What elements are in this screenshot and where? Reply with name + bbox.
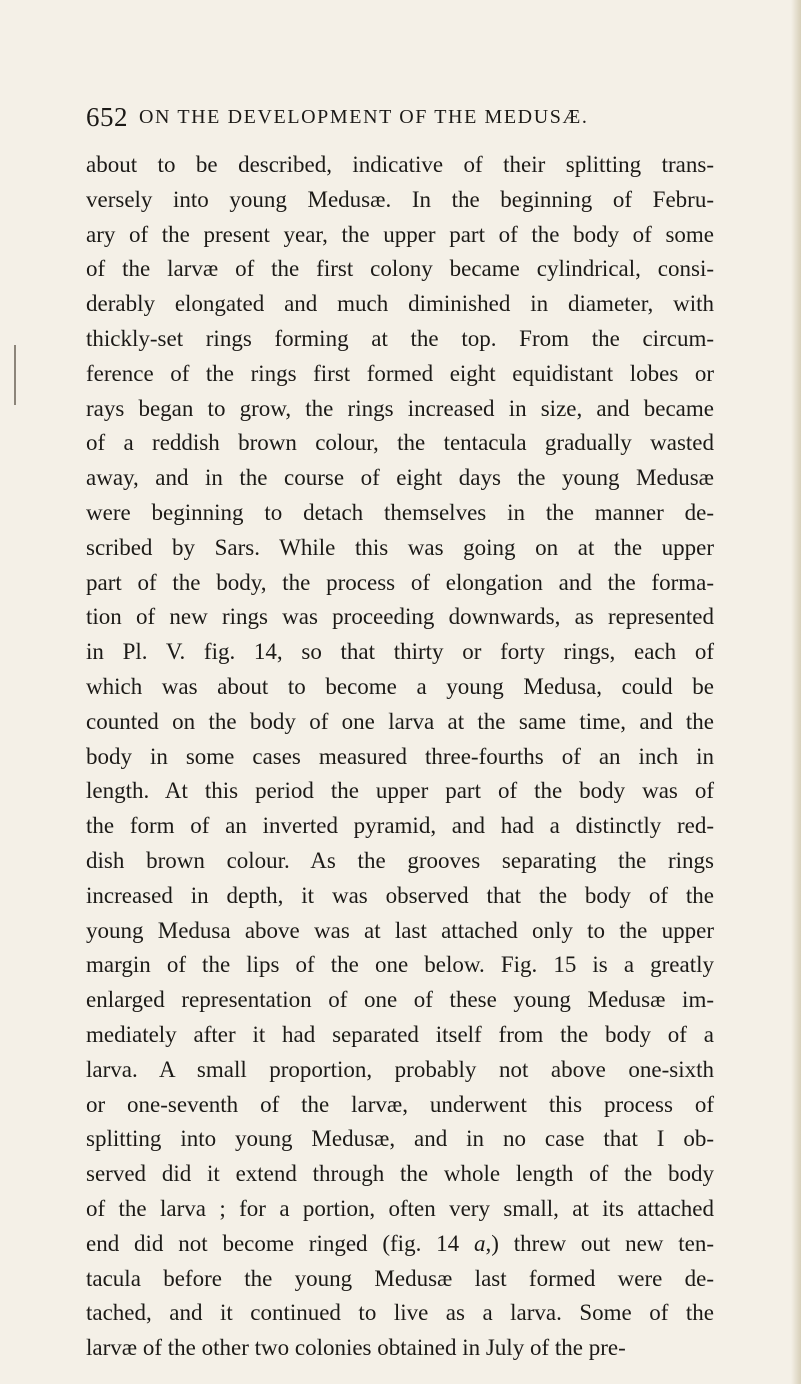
text-line: splitting into young Medusæ, and in no case that I ob- — [86, 1126, 714, 1152]
text-line: tion of new rings was proceeding downwards, as represented — [86, 604, 714, 630]
text-line: served did it extend through the whole length of the body — [86, 1161, 714, 1187]
text-line: margin of the lips of the one below. Fig. 15 is a greatly — [86, 952, 714, 978]
text-line: which was about to become a young Medusa, could be — [86, 673, 714, 699]
text-line: body in some cases measured three-fourths of an inch in — [86, 743, 714, 769]
body-text — [86, 148, 714, 1366]
page-header — [86, 102, 736, 142]
text-line: mediately after it had separated itself from the body of a — [86, 1021, 714, 1047]
text-line: in Pl. V. fig. 14, so that thirty or forty rings, each of — [86, 639, 714, 665]
text-line: tacula before the young Medusæ last formed were de- — [86, 1265, 714, 1291]
text-line: derably elongated and much diminished in diameter, with — [86, 291, 714, 317]
page-number: 652 — [86, 102, 128, 132]
text-line: versely into young Medusæ. In the beginning of Febru- — [86, 186, 714, 212]
text-line: enlarged representation of one of these young Medusæ im- — [86, 987, 714, 1013]
text-line: rays began to grow, the rings increased in size, and became — [86, 395, 714, 421]
text-line: of the larva ; for a portion, often very small, at its attached — [86, 1195, 714, 1221]
text-line: ary of the present year, the upper part of the body of some — [86, 221, 714, 247]
text-line: were beginning to detach themselves in the manner de- — [86, 499, 714, 525]
text-line: ference of the rings first formed eight equidistant lobes or — [86, 360, 714, 386]
margin-mark — [14, 345, 16, 405]
text-line: part of the body, the process of elongation and the forma- — [86, 569, 714, 595]
text-line: counted on the body of one larva at the same time, and the — [86, 708, 714, 734]
text-line: or one-seventh of the larvæ, underwent this process of — [86, 1091, 714, 1117]
page-edge-shadow — [791, 0, 801, 1384]
text-line: about to be described, indicative of their splitting trans- — [86, 152, 714, 177]
text-line: thickly-set rings forming at the top. From the circum- — [86, 325, 714, 351]
text-line: young Medusa above was at last attached only to the upper — [86, 917, 714, 943]
text-line: scribed by Sars. While this was going on at the upper — [86, 534, 714, 560]
text-line: the form of an inverted pyramid, and had a distinctly red- — [86, 813, 714, 839]
text-line: away, and in the course of eight days the young Medusæ — [86, 465, 714, 491]
text-line: of the larvæ of the first colony became cylindrical, consi- — [86, 256, 714, 282]
text-line: end did not become ringed (fig. 14 a,) threw out new ten- — [86, 1230, 714, 1256]
text-line: length. At this period the upper part of the body was of — [86, 778, 714, 804]
text-line: larvæ of the other two colonies obtained in July of the pre- — [86, 1335, 626, 1361]
text-line: tached, and it continued to live as a larva. Some of the — [86, 1300, 714, 1326]
text-line: larva. A small proportion, probably not above one-sixth — [86, 1056, 714, 1082]
running-head: ON THE DEVELOPMENT OF THE MEDUSÆ. — [139, 106, 589, 128]
text-line: of a reddish brown colour, the tentacula gradually wasted — [86, 430, 714, 456]
text-line: dish brown colour. As the grooves separating the rings — [86, 847, 714, 873]
text-line: increased in depth, it was observed that the body of the — [86, 882, 714, 908]
